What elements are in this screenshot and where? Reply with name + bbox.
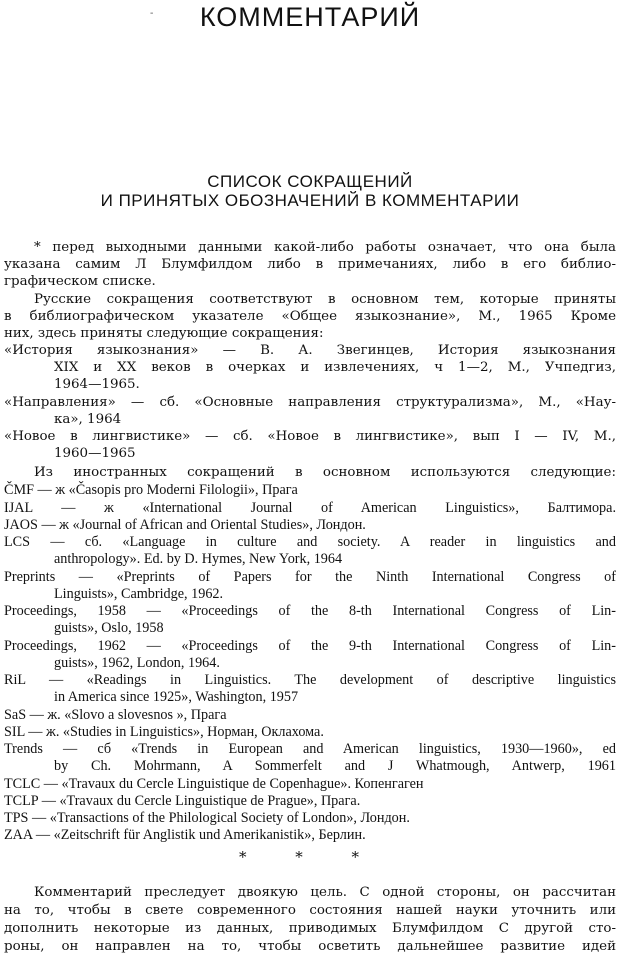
abbreviation-entry: TCLC — «Travaux du Cercle Linguistique de Copenhague». Копенгаген bbox=[4, 776, 424, 792]
section-title-line-1: СПИСОК СОКРАЩЕНИЙ bbox=[207, 172, 413, 191]
text-line: графическом списке. bbox=[4, 274, 156, 289]
section-separator: * * * bbox=[238, 848, 382, 866]
section-title-line-2: И ПРИНЯТЫХ ОБОЗНАЧЕНИЙ В КОММЕНТАРИИ bbox=[100, 191, 520, 210]
text-line: на то, чтобы в свете современного состояния нашей науки уточнить или bbox=[4, 903, 616, 918]
text-line: дополнить некоторые из данных, приводимых Блумфилдом С другой сто- bbox=[4, 921, 616, 936]
text-line: ка», 1964 bbox=[54, 412, 122, 427]
abbreviation-entry: LCS — сб. «Language in culture and society. A reader in linguistics and bbox=[4, 534, 616, 550]
abbreviation-entry: by Ch. Mohrmann, A Sommerfelt and J Whatmough, Antwerp, 1961 bbox=[54, 758, 616, 774]
abbreviation-entry: JAOS — ж «Journal of African and Oriental Studies», Лондон. bbox=[4, 517, 366, 533]
abbreviation-entry: SaS — ж. «Slovo a slovesnos », Прага bbox=[4, 707, 227, 723]
abbreviation-entry: IJAL — ж «International Journal of American Linguistics», Балтимора. bbox=[4, 500, 616, 516]
text-line: 1964—1965. bbox=[54, 377, 140, 392]
text-line: указана самим Л Блумфилдом либо в примечаниях, либо в его библио- bbox=[4, 257, 616, 272]
text-line: * перед выходными данными какой-либо работы означает, что она была bbox=[34, 240, 616, 255]
abbreviation-entry: anthropology». Ed. by D. Hymes, New York, 1964 bbox=[54, 551, 343, 567]
abbreviation-entry: ČMF — ж «Časopis pro Moderni Filologii», Прага bbox=[4, 482, 298, 498]
text-line: XIX и XX веков в очерках и извлечениях, ч 1—2, М., Учпедгиз, bbox=[54, 360, 616, 375]
abbreviation-entry: RiL — «Readings in Linguistics. The development of descriptive linguistics bbox=[4, 672, 616, 688]
text-line: роны, он направлен на то, чтобы осветить дальнейшее развитие идей bbox=[4, 939, 616, 954]
text-line: Комментарий преследует двоякую цель. С одной стороны, он рассчитан bbox=[34, 885, 616, 900]
text-line: «История языкознания» — В. А. Звегинцев, История языкознания bbox=[4, 343, 616, 358]
text-line: «Направления» — сб. «Основные направления структурализма», М., «Нау- bbox=[4, 395, 616, 410]
text-line: «Новое в лингвистике» — сб. «Новое в лингвистике», вып I — IV, М., bbox=[4, 429, 616, 444]
abbreviation-entry: Preprints — «Preprints of Papers for the Ninth International Congress of bbox=[4, 569, 616, 585]
abbreviation-entry: Trends — сб «Trends in European and American linguistics, 1930—1960», ed bbox=[4, 741, 616, 757]
abbreviation-entry: Proceedings, 1962 — «Proceedings of the 9-th International Congress of Lin- bbox=[4, 638, 616, 654]
page-title: КОММЕНТАРИЙ bbox=[199, 2, 421, 32]
abbreviation-entry: in America since 1925», Washington, 1957 bbox=[54, 689, 299, 705]
text-line: Русские сокращения соответствуют в основном тем, которые приняты bbox=[34, 292, 616, 307]
abbreviation-entry: Linguists», Cambridge, 1962. bbox=[54, 586, 224, 602]
text-line: Из иностранных сокращений в основном используются следующие: bbox=[34, 465, 616, 480]
abbreviation-entry: guists», Oslo, 1958 bbox=[54, 620, 164, 636]
abbreviation-entry: TPS — «Transactions of the Philological Society of London», Лондон. bbox=[4, 810, 410, 826]
text-line: них, здесь приняты следующие сокращения: bbox=[4, 326, 324, 341]
abbreviation-entry: TCLP — «Travaux du Cercle Linguistique de Prague», Прага. bbox=[4, 793, 361, 809]
print-mark: - bbox=[150, 8, 154, 19]
abbreviation-entry: Proceedings, 1958 — «Proceedings of the 8-th International Congress of Lin- bbox=[4, 603, 616, 619]
abbreviation-entry: SIL — ж. «Studies in Linguistics», Норман, Оклахома. bbox=[4, 724, 324, 740]
text-line: в библиографическом указателе «Общее языкознание», М., 1965 Кроме bbox=[4, 309, 616, 324]
abbreviation-entry: guists», 1962, London, 1964. bbox=[54, 655, 220, 671]
abbreviation-entry: ZAA — «Zeitschrift für Anglistik und Amerikanistik», Берлин. bbox=[4, 827, 366, 843]
text-line: 1960—1965 bbox=[54, 446, 136, 461]
